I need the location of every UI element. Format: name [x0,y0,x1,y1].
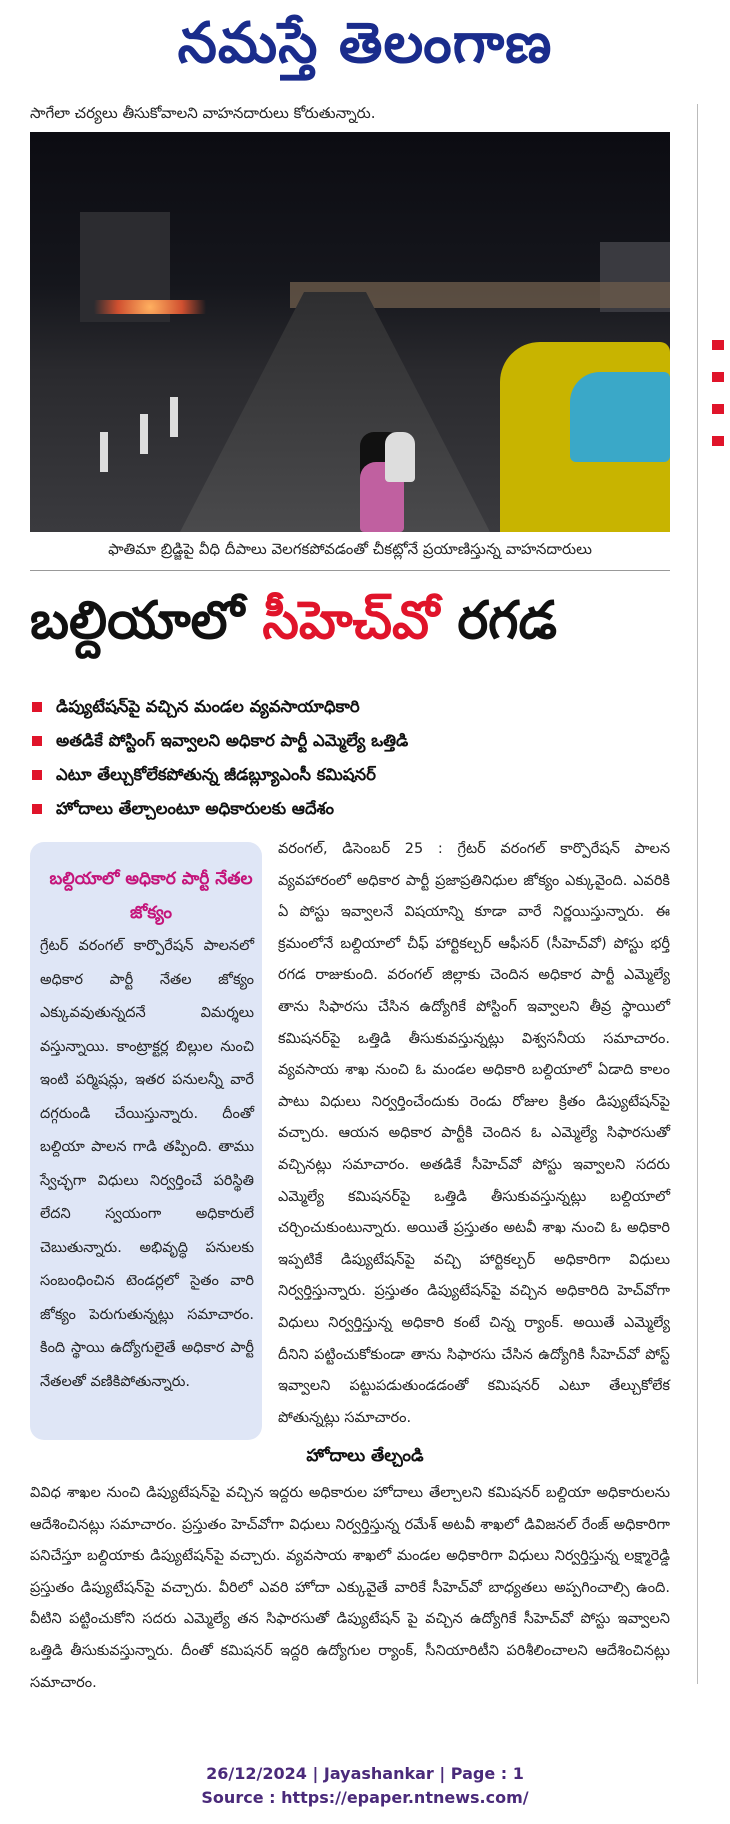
photo-barrier [170,397,178,437]
bullet-square-icon [32,736,42,746]
edge-fragment [712,372,724,382]
photo-barrier [100,432,108,472]
list-item: ఎటూ తేల్చుకోలేకపోతున్న జీడబ్ల్యూఎంసీ కమిషనర్ [30,758,670,792]
photo-road [180,292,490,532]
headline-part3: రగడ [457,591,557,651]
news-photo [30,132,670,532]
bullet-square-icon [32,702,42,712]
footer-date-page: 26/12/2024 | Jayashankar | Page : 1 [206,1764,524,1783]
article-body: వరంగల్, డిసెంబర్ 25 : గ్రేటర్ వరంగల్ కార్పొరేషన్ పాలన వ్యవహారంలో అధికార పార్టీ ప్రజాప్రతినిధుల జోక్యం ఎక్కువైంది. ఎవరికి ఏ పోస్టు ఇవ్వాలనే విషయాన్ని కూడా వారే నిర్ణయిస్తున్నారు. ఈ క్రమంలోనే బల్దియాలో చీఫ్ హార్టికల్చర్ ఆఫీసర్ (సీహెచ్‌వో) పోస్టు భర్తీ రగడ రాజుకుంది. వరంగల్ జిల్లాకు చెందిన అధికార పార్టీ ఎమ్మెల్యే తాను సిఫారసు చేసిన ఉద్యోగికే పోస్టింగ్ ఇవ్వాలని తీవ్ర స్థాయిలో కమిషనర్‌పై ఒత్తిడి తీసుకువస్తున్నట్లు విశ్వసనీయ సమాచారం. వ్యవసాయ శాఖ నుంచి ఓ మండల అధికారి బల్దియాలో ఏడాది కాలం పాటు విధులు నిర్వర్తించేందుకు రెండు రోజుల క్రితం డిప్యుటేషన్‌పై వచ్చారు. ఆయన అధికార పార్టీకి చెందిన ఓ ఎమ్మెల్యే సిఫారసుతో వచ్చినట్లు సమాచారం. అతడికే సీహెచ్‌వో పోస్టు ఇవ్వాలని సదరు ఎమ్మెల్యే కమిషనర్‌పై ఒత్తిడి తీసుకువస్తున్నట్లు బల్దియాలో చర్చించుకుంటున్నారు. అయితే ప్రస్తుతం అటవీ శాఖ నుంచి ఓ అధికారి ఇప్పటికే డిప్యుటేషన్‌పై వచ్చి హార్టికల్చర్ అధికారిగా విధులు నిర్వర్తిస్తున్నారు. ప్రస్తుతం డిప్యుటేషన్‌పై వచ్చిన అధికారిది హెచ్‌వోగా విధులు నిర్వర్తిస్తున్న అధికారి కంటే చిన్న ర్యాంక్. అయితే ఎమ్మెల్యే దీనిని పట్టించుకోకుండా తాను సిఫారసు చేసిన ఉద్యోగికి సీహెచ్‌వో పోస్ట్ ఇవ్వాలని పట్టుపడుతుండడంతో కమిషనర్ ఎటూ తేల్చుకోలేక పోతున్నట్లు సమాచారం. [278,841,670,1426]
masthead [0,0,730,92]
bullet-square-icon [32,770,42,780]
edge-fragment [712,340,724,350]
list-item: అతడికే పోస్టింగ్ ఇవ్వాలని అధికార పార్టీ ఎమ్మెల్యే ఒత్తిడి [30,724,670,758]
subheading: హోదాలు తేల్చండి [306,1446,424,1466]
masthead-title: నమస్తే తెలంగాణ [177,11,553,76]
list-item: హోదాలు తేల్చాలంటూ అధికారులకు ఆదేశం [30,792,670,826]
sidebar-box-title: బల్దియాలో అధికార పార్టీ నేతల జోక్యం [49,869,253,923]
divider [30,570,670,571]
caption-top: సాగేలా చర్యలు తీసుకోవాలని వాహనదారులు కోరుతున్నారు. [30,104,376,122]
article-body-continued: వివిధ శాఖల నుంచి డిప్యుటేషన్‌పై వచ్చిన ఇద్దరు అధికారుల హోదాలు తేల్చాలని కమిషనర్ బల్దియా అధికారులను ఆదేశించినట్లు సమాచారం. ప్రస్తుతం హెచ్‌వోగా విధులు నిర్వర్తిస్తున్న రమేశ్ అటవీ శాఖలో డివిజనల్ రేంజ్ అధికారిగా పనిచేస్తూ బల్దియాకు డిప్యుటేషన్‌పై వచ్చారు. వ్యవసాయ శాఖలో మండల అధికారిగా విధులు నిర్వర్తిస్తున్న లక్ష్మారెడ్డి ప్రస్తుతం డిప్యుటేషన్‌పై వచ్చారు. వీరిలో ఎవరి హోదా ఎక్కువైతే వారికే సీహెచ్‌వో బాధ్యతలు అప్పగించాల్సి ఉంది. వీటిని పట్టించుకోని సదరు ఎమ్మెల్యే తన సిఫారసుతో డిప్యుటేషన్ పై వచ్చిన ఉద్యోగికే సీహెచ్‌వో పోస్టు ఇవ్వాలని ఒత్తిడి తీసుకువస్తున్నారు. దీంతో కమిషనర్ ఇద్దరి ఉద్యోగుల ర్యాంక్, సీనియారిటీని పరిశీలించాలని ఆదేశించినట్లు సమాచారం. [30,1485,670,1691]
photo-lights [70,300,230,314]
photo-barrier [140,414,148,454]
column-divider [697,104,698,1684]
highlights-list [30,690,670,826]
edge-fragment [712,436,724,446]
photo-rider [385,432,415,482]
bullet-square-icon [32,804,42,814]
sidebar-box-body: గ్రేటర్ వరంగల్ కార్పొరేషన్ పాలనలో అధికార పార్టీ నేతల జోక్యం ఎక్కువవుతున్నదనే విమర్శలు వస్తున్నాయి. కాంట్రాక్టర్ల బిల్లుల నుంచి ఇంటి పర్మిషన్లు, ఇతర పనులన్నీ వారే దగ్గరుండి చేయిస్తున్నారు. దీంతో బల్దియా పాలన గాడి తప్పింది. తాము స్వేచ్ఛగా విధులు నిర్వర్తించే పరిస్థితి లేదని స్వయంగా అధికారులే చెబుతున్నారు. అభివృద్ధి పనులకు సంబంధించిన టెండర్లలో సైతం వారి జోక్యం పెరుగుతున్నట్లు సమాచారం. కింది స్థాయి ఉద్యోగులైతే అధికార పార్టీ నేతలతో వణికిపోతున్నారు. [40,938,254,1390]
footer-source: Source : https://epaper.ntnews.com/ [201,1788,529,1807]
headline-part1: బల్దియాలో [30,591,245,651]
list-item: డిప్యుటేషన్‌పై వచ్చిన మండల వ్యవసాయాధికారి [30,690,670,724]
headline-part2: సీహెచ్‌వో [262,591,440,651]
photo-autorickshaw-window [570,372,670,462]
headline [30,586,670,656]
edge-fragment [712,404,724,414]
photo-caption: ఫాతిమా బ్రిడ్జిపై వీధి దీపాలు వెలగకపోవడంతో చీకట్లోనే ప్రయాణిస్తున్న వాహనదారులు [108,540,592,558]
